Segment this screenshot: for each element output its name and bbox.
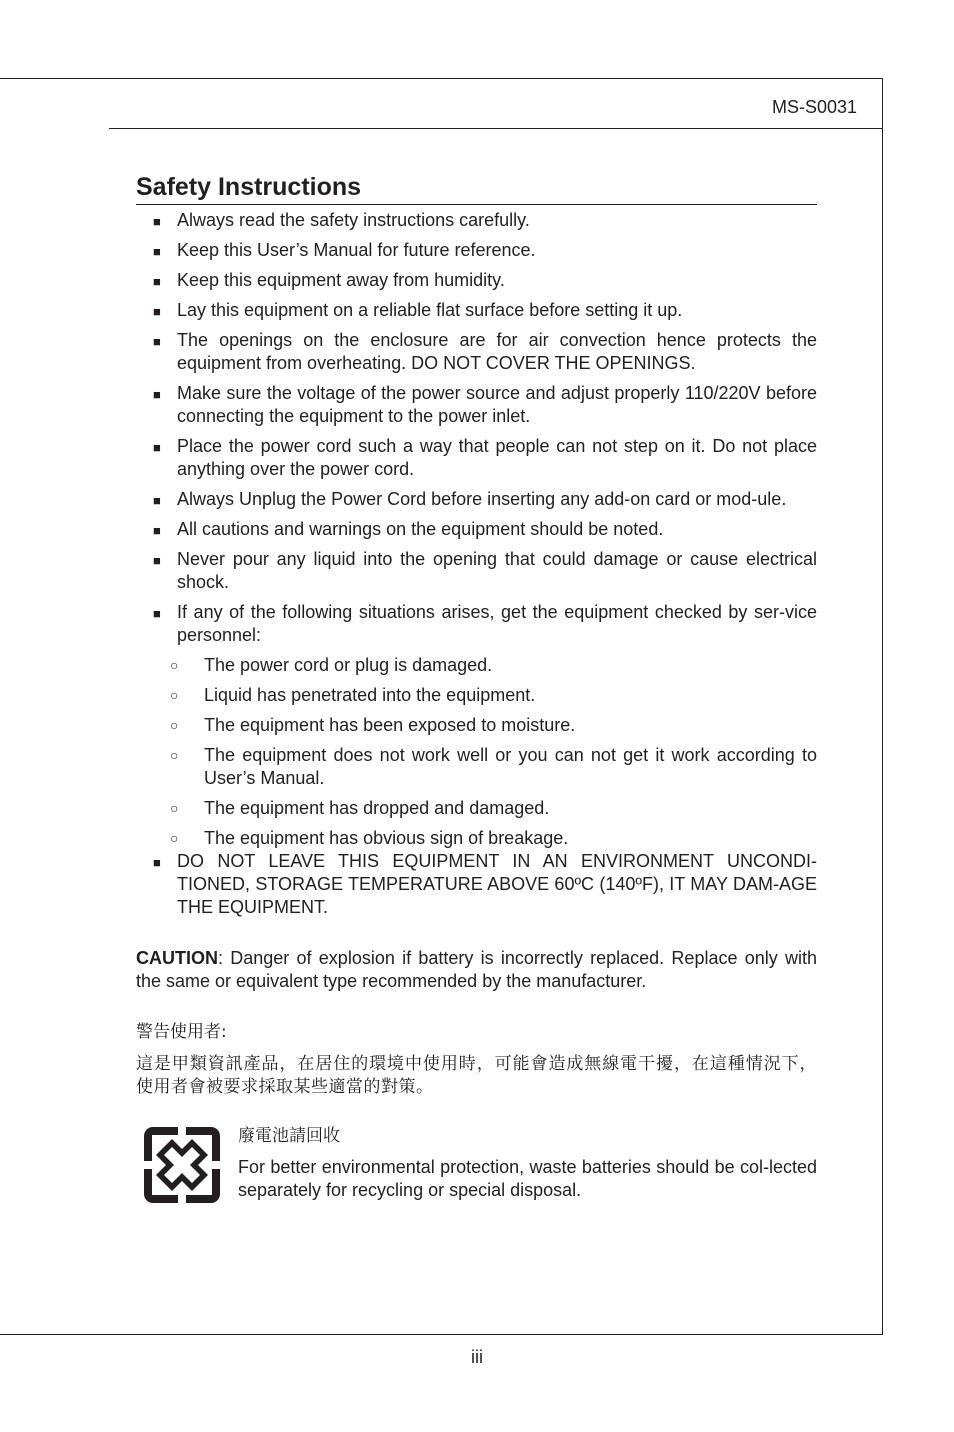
- caution-label: CAUTION: [136, 948, 218, 968]
- page-content: [136, 171, 817, 1215]
- list-item: ■ Lay this equipment on a reliable flat surface before setting it up.: [136, 299, 817, 322]
- chinese-warning-text: 這是甲類資訊產品，在居住的環境中使用時，可能會造成無線電干擾，在這種情況下，使用者會被要求採取某些適當的對策。: [136, 1054, 817, 1097]
- sub-list-item: ○ The equipment does not work well or you can not get it work according to User’s Manual.: [170, 745, 817, 788]
- sub-list-item: ○ The equipment has obvious sign of breakage.: [170, 828, 569, 848]
- sub-list-item: ○ The equipment has dropped and damaged.: [170, 798, 550, 818]
- top-rule: [0, 78, 883, 79]
- battery-recycling-notice: [136, 1125, 817, 1215]
- page-number: iii: [471, 1347, 483, 1367]
- list-item: ■ The openings on the enclosure are for air convection hence protects the equipment from overheating. DO NOT COVER THE OPENINGS.: [153, 330, 817, 373]
- circle-bullet-icon: ○: [170, 830, 179, 846]
- square-bullet-icon: ■: [153, 387, 161, 402]
- square-bullet-icon: ■: [153, 304, 161, 319]
- situation-list: [136, 654, 817, 850]
- circle-bullet-icon: ○: [170, 800, 179, 816]
- battery-recycling-description: For better environmental protection, waste batteries should be col-lected separately for recycling or special disposal.: [238, 1157, 817, 1200]
- square-bullet-icon: ■: [153, 244, 161, 259]
- sub-list-item: ○ Liquid has penetrated into the equipment.: [170, 685, 536, 705]
- list-item: ■ Place the power cord such a way that people can not step on it. Do not place anything over the power cord.: [153, 436, 817, 479]
- square-bullet-icon: ■: [153, 606, 161, 621]
- caution-paragraph: [136, 947, 817, 993]
- sub-list-item: ○ The power cord or plug is damaged.: [170, 655, 493, 675]
- list-item: ■ If any of the following situations arises, get the equipment checked by ser-vice personnel: ○ The power cord or plug is damaged. ○ Liquid has penetrated into the equipment. ○ The equipment has been exposed to moisture. ○ The equipment does not work well or you can not get it work according to User’s Manual. ○ The equipment has dropped and damaged. ○ The equipment has obvious sign of breakage.: [136, 601, 817, 850]
- battery-recycling-text: [238, 1125, 817, 1202]
- model-number: MS-S0031: [771, 97, 857, 117]
- square-bullet-icon: ■: [153, 214, 161, 229]
- square-bullet-icon: ■: [153, 334, 161, 349]
- list-item: ■ Always Unplug the Power Cord before inserting any add-on card or mod-ule.: [136, 488, 817, 511]
- battery-recycling-icon: [142, 1125, 222, 1205]
- square-bullet-icon: ■: [153, 440, 161, 455]
- header-rule: [109, 128, 883, 129]
- list-item: ■ Make sure the voltage of the power source and adjust properly 110/220V before connecting the equipment to the power inlet.: [153, 383, 817, 426]
- safety-instruction-list: [136, 209, 817, 919]
- list-item: ■ Keep this User’s Manual for future reference.: [136, 239, 817, 262]
- circle-bullet-icon: ○: [170, 687, 179, 703]
- battery-recycling-title: 廢電池請回收: [238, 1126, 340, 1146]
- caution-text: : Danger of explosion if battery is incorrectly replaced. Replace only with the same or equivalent type recommended by the manufacturer.: [136, 948, 817, 991]
- circle-bullet-icon: ○: [170, 657, 179, 673]
- list-item: ■ Always read the safety instructions carefully.: [136, 209, 817, 232]
- list-item: ■ Never pour any liquid into the opening that could damage or cause electrical shock.: [153, 549, 817, 592]
- square-bullet-icon: ■: [153, 493, 161, 508]
- square-bullet-icon: ■: [153, 855, 161, 870]
- list-item: ■ DO NOT LEAVE THIS EQUIPMENT IN AN ENVIRONMENT UNCONDI-TIONED, STORAGE TEMPERATURE ABOVE 60ºC (140ºF), IT MAY DAM-AGE THE EQUIPMENT.: [153, 851, 817, 917]
- square-bullet-icon: ■: [153, 553, 161, 568]
- chinese-warning-title: 警告使用者:: [136, 1022, 227, 1042]
- circle-bullet-icon: ○: [170, 747, 179, 763]
- list-item: ■ Keep this equipment away from humidity.: [136, 269, 817, 292]
- sub-list-item: ○ The equipment has been exposed to moisture.: [170, 715, 576, 735]
- circle-bullet-icon: ○: [170, 717, 179, 733]
- bottom-rule: [0, 1334, 883, 1335]
- square-bullet-icon: ■: [153, 274, 161, 289]
- list-item: ■ All cautions and warnings on the equipment should be noted.: [136, 518, 817, 541]
- section-title: Safety Instructions: [136, 171, 817, 205]
- square-bullet-icon: ■: [153, 523, 161, 538]
- right-margin-rule: [882, 78, 883, 1335]
